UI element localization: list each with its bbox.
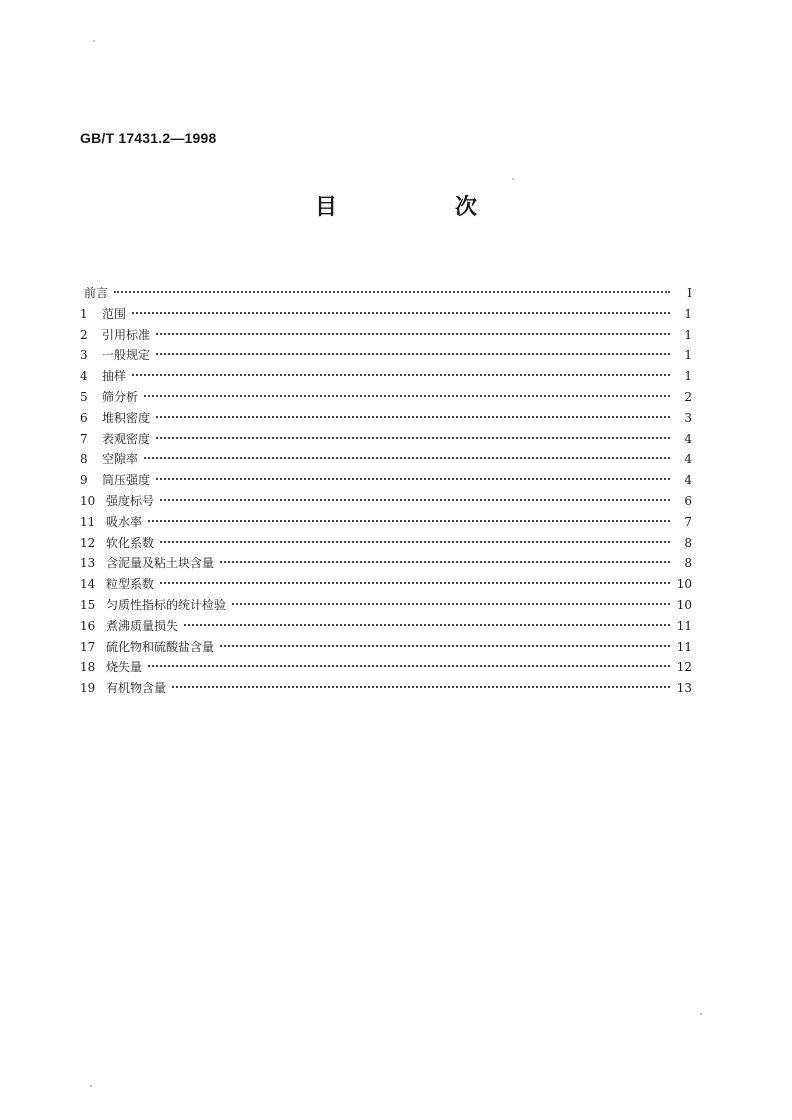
toc-dot-leader	[232, 603, 670, 605]
toc-entry[interactable]	[80, 574, 692, 595]
toc-dot-leader	[160, 541, 670, 543]
toc-entry-number: 15	[80, 597, 96, 612]
toc-dot-leader	[156, 478, 670, 480]
table-of-contents	[80, 283, 692, 699]
toc-entry-page: 3	[684, 410, 692, 425]
toc-entry-label: 匀质性指标的统计检验	[106, 597, 227, 612]
toc-entry-page: 1	[684, 306, 692, 321]
toc-entry-label: 空隙率	[102, 452, 139, 467]
toc-entry-label: 强度标号	[106, 493, 155, 508]
toc-entry-page: 12	[676, 660, 692, 675]
toc-entry-page: 11	[676, 618, 692, 633]
toc-entry-number: 1	[80, 306, 88, 321]
toc-entry-number: 2	[80, 327, 88, 342]
toc-entry-label: 烧失量	[106, 660, 143, 675]
toc-entry-page: 6	[684, 493, 692, 508]
toc-entry-page: 4	[684, 431, 692, 446]
toc-entry[interactable]	[80, 449, 692, 470]
toc-entry[interactable]	[80, 553, 692, 574]
page-title: 目 次	[314, 195, 525, 220]
toc-entry-number: 7	[80, 431, 88, 446]
toc-entry[interactable]	[80, 512, 692, 533]
toc-entry-number: 16	[80, 618, 96, 633]
toc-entry[interactable]	[80, 595, 692, 616]
toc-dot-leader	[132, 312, 670, 314]
toc-entry-number: 10	[80, 493, 96, 508]
toc-entry-page: 7	[684, 514, 692, 529]
toc-entry-page: I	[687, 286, 692, 300]
scan-speck	[700, 1013, 702, 1015]
toc-entry-label: 堆积密度	[102, 410, 151, 425]
toc-entry-page: 2	[684, 389, 692, 404]
toc-entry-number: 3	[80, 348, 88, 363]
scan-speck	[93, 40, 95, 42]
toc-entry[interactable]	[80, 429, 692, 450]
toc-entry-page: 10	[676, 577, 692, 592]
toc-entry-page: 11	[676, 639, 692, 654]
toc-dot-leader	[160, 499, 670, 501]
toc-entry-label: 一般规定	[102, 348, 151, 363]
toc-entry-label: 煮沸质量损失	[106, 618, 179, 633]
toc-dot-leader	[144, 457, 670, 459]
toc-entry-number: 18	[80, 660, 96, 675]
toc-dot-leader	[148, 665, 670, 667]
toc-entry[interactable]	[80, 325, 692, 346]
toc-dot-leader	[156, 353, 670, 355]
toc-entry-label: 引用标准	[102, 327, 151, 342]
toc-entry-number: 12	[80, 535, 96, 550]
toc-entry[interactable]	[80, 637, 692, 658]
toc-entry-label: 前言	[84, 286, 109, 300]
toc-entry-label: 筛分析	[102, 389, 139, 404]
toc-entry-page: 13	[676, 681, 692, 696]
toc-entry-page: 8	[684, 556, 692, 571]
toc-entry[interactable]	[80, 533, 692, 554]
toc-entry-label: 筒压强度	[102, 473, 151, 488]
scan-speck	[90, 1085, 92, 1087]
toc-entry[interactable]	[80, 366, 692, 387]
toc-entry-number: 6	[80, 410, 88, 425]
toc-entry-page: 1	[684, 327, 692, 342]
toc-dot-leader	[184, 624, 670, 626]
toc-entry[interactable]	[80, 657, 692, 678]
toc-entry[interactable]	[80, 408, 692, 429]
toc-dot-leader	[114, 291, 670, 293]
toc-dot-leader	[156, 416, 670, 418]
toc-entry-page: 1	[684, 348, 692, 363]
toc-entry-label: 抽样	[102, 369, 127, 384]
toc-entry[interactable]	[80, 304, 692, 325]
toc-entry-label: 硫化物和硫酸盐含量	[106, 639, 215, 654]
toc-entry-number: 4	[80, 369, 88, 384]
toc-entry-page: 8	[684, 535, 692, 550]
toc-entry-number: 19	[80, 681, 96, 696]
toc-dot-leader	[156, 437, 670, 439]
toc-dot-leader	[160, 582, 670, 584]
toc-entry-number: 17	[80, 639, 96, 654]
toc-dot-leader	[172, 686, 670, 688]
toc-dot-leader	[156, 333, 670, 335]
scan-speck	[512, 178, 514, 180]
toc-entry-number: 11	[80, 514, 96, 529]
toc-entry-number: 5	[80, 389, 88, 404]
toc-entry[interactable]	[80, 387, 692, 408]
toc-dot-leader	[148, 520, 670, 522]
toc-entry[interactable]	[80, 616, 692, 637]
toc-entry-label: 有机物含量	[106, 681, 167, 696]
toc-entry-label: 含泥量及粘土块含量	[106, 556, 215, 571]
toc-entry-number: 13	[80, 556, 96, 571]
toc-entry-label: 范围	[102, 306, 127, 321]
toc-dot-leader	[132, 374, 670, 376]
toc-entry-page: 4	[684, 452, 692, 467]
toc-dot-leader	[144, 395, 670, 397]
toc-entry[interactable]	[80, 491, 692, 512]
toc-entry-page: 10	[676, 597, 692, 612]
toc-entry-page: 4	[684, 473, 692, 488]
toc-entry-number: 14	[80, 577, 96, 592]
toc-entry-label: 表观密度	[102, 431, 151, 446]
toc-entry[interactable]	[80, 678, 692, 699]
toc-entry-label: 软化系数	[106, 535, 155, 550]
toc-entry[interactable]	[80, 470, 692, 491]
toc-entry-label: 粒型系数	[106, 577, 155, 592]
toc-entry-page: 1	[684, 369, 692, 384]
standard-code: GB/T 17431.2—1998	[80, 130, 217, 146]
toc-dot-leader	[220, 645, 670, 647]
toc-entry-label: 吸水率	[106, 514, 143, 529]
toc-entry[interactable]	[80, 283, 692, 304]
toc-dot-leader	[220, 561, 670, 563]
toc-entry-number: 9	[80, 473, 88, 488]
toc-entry-number: 8	[80, 452, 88, 467]
toc-entry[interactable]	[80, 345, 692, 366]
